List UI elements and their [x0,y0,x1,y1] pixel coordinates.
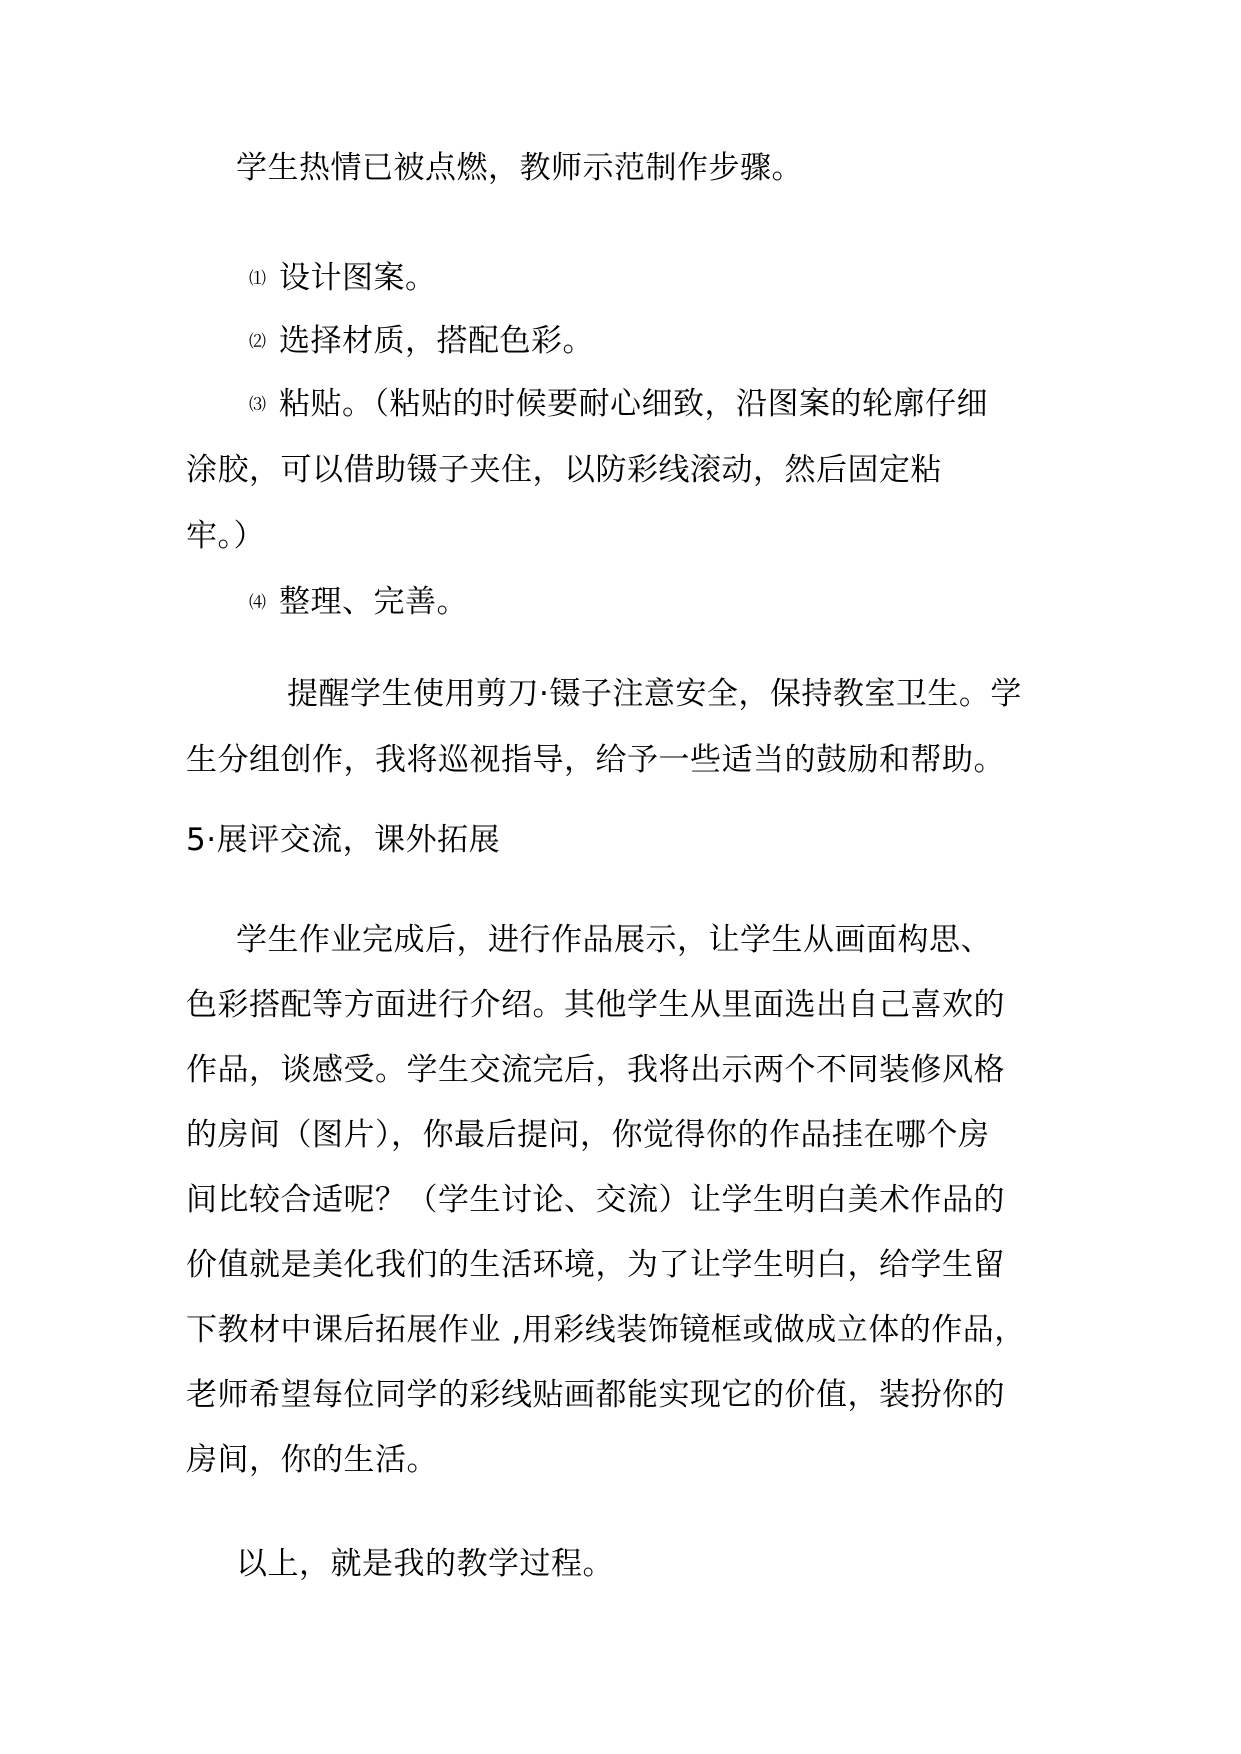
step-1-number: ⑴ [249,269,267,289]
step-4 [249,582,468,623]
closing-paragraph: 以上，就是我的教学过程。 [236,1546,614,1582]
step-4-text: 整理、完善。 [279,584,468,620]
section-5-line-8: 老师希望每位同学的彩线贴画都能实现它的价值，装扮你的 [186,1377,1005,1413]
intro-paragraph: 学生热情已被点燃，教师示范制作步骤。 [236,150,803,186]
step-3-line-1 [249,384,988,425]
section-5-line-9: 房间，你的生活。 [186,1442,438,1478]
section-5-line-4: 的房间（图片），你最后提问，你觉得你的作品挂在哪个房 [186,1117,990,1153]
step-2 [249,321,594,362]
step-3-text: 粘贴。（粘贴的时候要耐心细致，沿图案的轮廓仔细 [279,386,988,422]
section-5-line-1: 学生作业完成后，进行作品展示，让学生从画面构思、 [236,922,992,958]
step-3-line-2: 涂胶，可以借助镊子夹住，以防彩线滚动，然后固定粘 [186,452,942,488]
section-5-line-6: 价值就是美化我们的生活环境，为了让学生明白，给学生留 [186,1247,1005,1283]
reminder-line-1: 提醒学生使用剪刀·镊子注意安全，保持教室卫生。学 [287,676,1022,712]
section-5-heading: 5·展评交流，课外拓展 [186,822,501,858]
step-2-number: ⑵ [249,332,267,352]
step-4-number: ⑷ [249,593,267,613]
step-3-line-3: 牢。） [186,518,265,554]
step-1 [249,258,437,299]
step-2-text: 选择材质，搭配色彩。 [279,323,594,359]
reminder-line-2: 生分组创作，我将巡视指导，给予一些适当的鼓励和帮助。 [186,742,1005,778]
section-5-line-7: 下教材中课后拓展作业 ,用彩线装饰镜框或做成立体的作品， [186,1312,1026,1348]
section-5-line-5: 间比较合适呢？（学生讨论、交流）让学生明白美术作品的 [186,1182,1005,1218]
step-3-number: ⑶ [249,395,267,415]
section-5-line-2: 色彩搭配等方面进行介绍。其他学生从里面选出自己喜欢的 [186,987,1005,1023]
section-5-line-3: 作品，谈感受。学生交流完后，我将出示两个不同装修风格 [186,1052,1005,1088]
step-1-text: 设计图案。 [279,260,437,296]
